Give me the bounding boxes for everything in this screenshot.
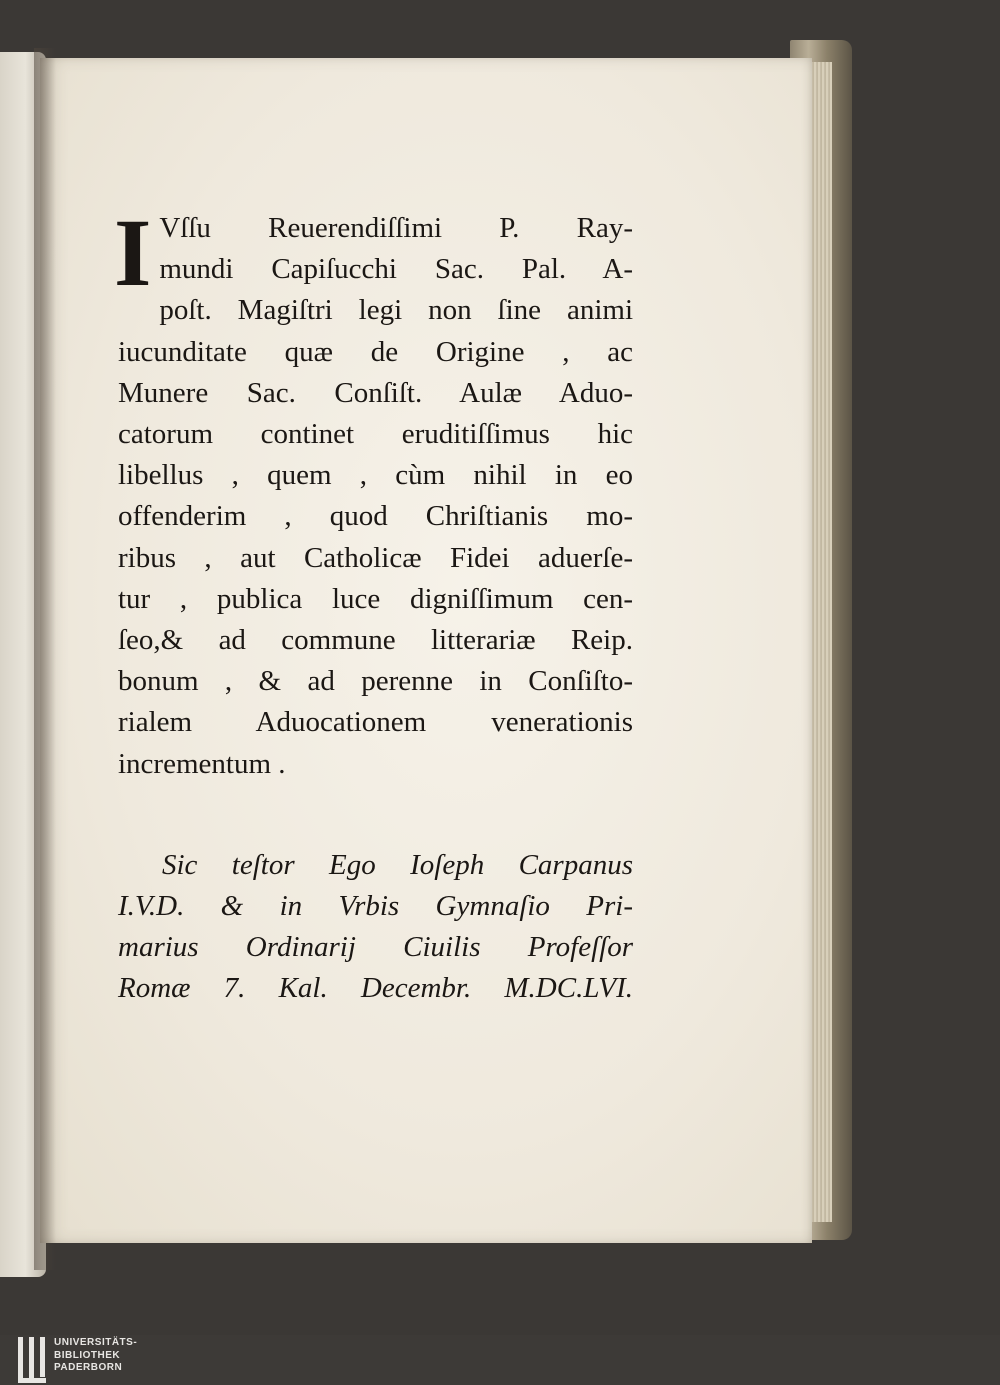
paragraph-line: offenderim , quod Chriſtianis mo- — [118, 500, 633, 533]
book-page — [40, 58, 812, 1243]
library-logo-icon — [18, 1337, 46, 1383]
attestation-line: Sic teſtor Ego Ioſeph Carpanus — [162, 848, 633, 881]
library-logo-text — [54, 1337, 137, 1375]
approbation-text — [114, 199, 633, 1010]
paragraph-line: bonum , & ad perenne in Conſiſto- — [118, 665, 633, 698]
attestation-line: Romæ 7. Kal. Decembr. M.DC.LVI. — [118, 972, 633, 1005]
paragraph-line: tur , publica luce digniſſimum cen- — [118, 582, 633, 615]
paragraph-line: iucunditate quæ de Origine , ac — [118, 335, 633, 368]
logo-line-1: UNIVERSITÄTS- — [54, 1337, 138, 1348]
paragraph-line: incrementum . — [118, 747, 286, 780]
page-gutter-shadow — [34, 48, 56, 1270]
attestation — [118, 845, 633, 1010]
paragraph-line: Vſſu Reuerendiſſimi P. Ray- — [159, 212, 633, 244]
paragraph-body — [118, 208, 633, 785]
logo-line-2: BIBLIOTHEK — [54, 1349, 121, 1361]
paragraph-line: mundi Capiſucchi Sac. Pal. A- — [159, 253, 633, 286]
paragraph-line: libellus , quem , cùm nihil in eo — [118, 459, 633, 492]
paragraph-line: rialem Aduocationem venerationis — [118, 706, 633, 739]
attestation-line: marius Ordinarij Ciuilis Profeſſor — [118, 931, 633, 964]
approbation-paragraph — [114, 199, 633, 785]
paragraph-line: catorum continet eruditiſſimus hic — [118, 418, 633, 451]
paragraph-line: poſt. Magiſtri legi non ſine animi — [159, 294, 633, 327]
logo-line-3: PADERBORN — [54, 1362, 123, 1373]
paragraph-line: Munere Sac. Conſiſt. Aulæ Aduo- — [118, 376, 633, 409]
drop-cap: I — [114, 199, 152, 306]
paragraph-line: ſeo,& ad commune litterariæ Reip. — [118, 624, 633, 657]
paragraph-line: ribus , aut Catholicæ Fidei aduerſe- — [118, 541, 633, 574]
attestation-line: I.V.D. & in Vrbis Gymnaſio Pri- — [118, 890, 633, 923]
footer-bar — [0, 1335, 1000, 1385]
